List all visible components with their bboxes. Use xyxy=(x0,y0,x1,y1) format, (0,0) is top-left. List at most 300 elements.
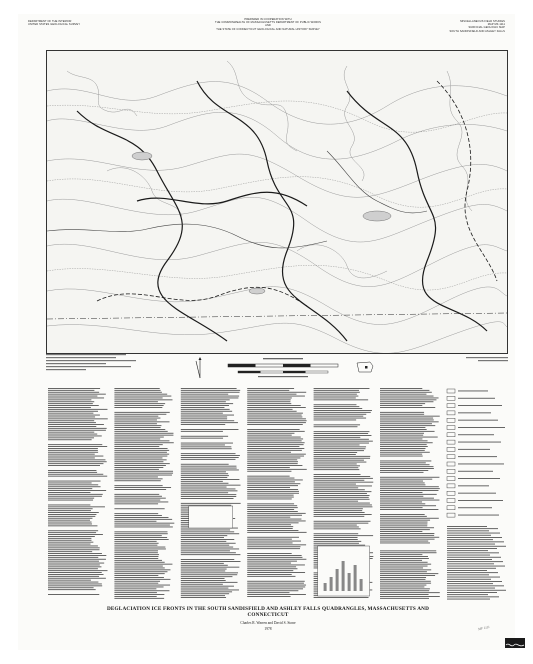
text-line xyxy=(48,456,103,457)
text-line xyxy=(48,399,91,400)
text-line xyxy=(247,592,289,593)
legend-text-line xyxy=(458,478,500,479)
text-line xyxy=(181,483,229,484)
text-line xyxy=(380,440,428,441)
text-line xyxy=(247,411,296,412)
profile-bar xyxy=(342,561,345,591)
text-line xyxy=(380,535,434,536)
legend-text-line xyxy=(458,471,493,472)
text-line xyxy=(114,550,158,551)
text-line xyxy=(380,396,434,397)
text-line xyxy=(48,417,95,418)
text-line xyxy=(247,503,294,504)
text-line xyxy=(380,533,434,534)
topographic-map xyxy=(46,50,508,354)
text-line xyxy=(314,480,365,481)
legend-swatch xyxy=(447,455,455,459)
map-authors: Charles R. Warren and David S. Stone xyxy=(240,621,296,625)
text-line xyxy=(48,525,97,526)
legend-text-line xyxy=(458,405,502,406)
text-line xyxy=(314,452,358,453)
text-line xyxy=(48,488,92,489)
text-line xyxy=(48,415,100,416)
text-line xyxy=(247,471,291,472)
text-line xyxy=(48,454,95,455)
text-line xyxy=(380,581,431,582)
text-line xyxy=(380,466,433,467)
text-line xyxy=(114,583,158,584)
text-line xyxy=(48,426,96,427)
text-line xyxy=(247,497,294,498)
text-line xyxy=(48,463,103,464)
text-line xyxy=(314,486,372,487)
text-line xyxy=(314,462,367,463)
text-line xyxy=(247,543,292,544)
text-line xyxy=(380,454,422,455)
text-line xyxy=(48,584,102,585)
text-line xyxy=(380,481,423,482)
text-line xyxy=(314,426,358,427)
text-line xyxy=(247,469,307,470)
text-line xyxy=(48,512,99,513)
text-line xyxy=(314,503,370,504)
text-line xyxy=(247,394,296,395)
text-line xyxy=(247,418,306,419)
cooperation-line: AND xyxy=(265,24,271,28)
text-line xyxy=(247,390,289,391)
explanation-line xyxy=(447,530,489,531)
text-line xyxy=(380,505,436,506)
legend-swatch xyxy=(447,447,455,451)
text-line xyxy=(48,561,99,562)
text-line xyxy=(247,458,300,459)
profile-bar xyxy=(330,577,333,591)
explanation-text xyxy=(446,524,508,604)
text-line xyxy=(48,424,104,425)
text-line xyxy=(114,471,173,472)
text-line xyxy=(314,543,359,544)
text-line xyxy=(314,495,370,496)
text-line xyxy=(247,588,303,589)
text-line xyxy=(314,394,357,395)
text-line xyxy=(114,475,172,476)
text-line xyxy=(247,483,300,484)
text-line xyxy=(48,470,96,471)
legend-entries xyxy=(446,386,508,521)
text-line xyxy=(247,450,302,451)
text-line xyxy=(380,414,424,415)
explanation-line xyxy=(447,539,493,540)
legend-text-line xyxy=(458,493,496,494)
text-line xyxy=(48,551,92,552)
text-line xyxy=(181,457,239,458)
text-line xyxy=(314,398,356,399)
legend-swatch xyxy=(447,469,455,473)
text-line xyxy=(114,487,171,488)
text-line xyxy=(114,596,156,597)
text-line xyxy=(380,562,428,563)
text-line xyxy=(48,472,97,473)
text-line xyxy=(314,514,372,515)
text-line xyxy=(380,558,429,559)
text-line xyxy=(48,439,92,440)
explanation-line xyxy=(447,583,493,584)
text-line xyxy=(48,542,93,543)
text-line xyxy=(380,484,425,485)
text-line xyxy=(247,563,291,564)
text-line xyxy=(380,439,422,440)
text-line xyxy=(181,552,236,553)
text-line xyxy=(380,494,437,495)
text-line xyxy=(181,591,232,592)
text-line xyxy=(380,500,439,501)
contour-interval-note xyxy=(458,356,508,363)
text-line xyxy=(247,448,304,449)
text-line xyxy=(247,585,306,586)
explanation-line xyxy=(447,559,492,560)
text-line xyxy=(48,396,97,397)
text-line xyxy=(247,528,293,529)
text-line xyxy=(114,392,161,393)
legend-text-line xyxy=(458,412,491,413)
text-line xyxy=(181,580,226,581)
text-line xyxy=(114,429,165,430)
text-line xyxy=(247,463,297,464)
text-line xyxy=(181,409,230,410)
legend-swatch xyxy=(447,506,455,510)
text-line xyxy=(181,549,239,550)
legend-swatch xyxy=(447,389,455,393)
text-line xyxy=(247,442,304,443)
text-line xyxy=(314,443,369,444)
text-line xyxy=(380,583,431,584)
text-line xyxy=(247,405,301,406)
text-line xyxy=(48,398,104,399)
text-line xyxy=(48,409,107,410)
text-line xyxy=(247,485,298,486)
text-line xyxy=(114,521,156,522)
text-line xyxy=(48,534,103,535)
map-title: DEGLACIATION ICE FRONTS IN THE SOUTH SANDISFIELD AND ASHLEY FALLS QUADRANGLES, MASSACHUSETTS AND CONNECTICUT xyxy=(106,606,430,618)
text-line xyxy=(314,484,356,485)
text-line xyxy=(247,566,296,567)
explanation-line xyxy=(447,550,488,551)
text-line xyxy=(380,514,425,515)
text-line xyxy=(314,491,372,492)
text-line xyxy=(48,518,92,519)
text-line xyxy=(380,479,432,480)
text-line xyxy=(380,575,435,576)
explanation-line xyxy=(447,596,499,597)
text-line xyxy=(48,570,108,571)
legend-text-line xyxy=(458,398,495,399)
text-line xyxy=(380,496,423,497)
text-line xyxy=(48,524,92,525)
text-line xyxy=(247,590,298,591)
explanation-line xyxy=(447,579,491,580)
text-line xyxy=(114,575,158,576)
text-line xyxy=(314,533,359,534)
text-line xyxy=(314,541,362,542)
text-line xyxy=(314,445,360,446)
legend-swatch xyxy=(447,477,455,481)
text-line xyxy=(114,525,170,526)
text-line xyxy=(380,503,425,504)
text-line xyxy=(114,403,165,404)
text-line xyxy=(380,427,425,428)
text-line xyxy=(48,576,99,577)
text-line xyxy=(314,414,367,415)
text-line xyxy=(181,503,241,504)
text-line xyxy=(314,465,360,466)
text-line xyxy=(114,573,164,574)
text-line xyxy=(181,490,238,491)
text-line xyxy=(314,505,372,506)
text-line xyxy=(247,544,306,545)
text-line xyxy=(48,578,106,579)
text-line xyxy=(48,510,91,511)
text-line xyxy=(114,461,163,462)
text-line xyxy=(247,505,297,506)
text-line xyxy=(181,576,233,577)
text-line xyxy=(247,513,305,514)
map-sheet xyxy=(18,14,515,650)
text-line xyxy=(48,530,98,531)
text-line xyxy=(48,536,95,537)
text-line xyxy=(48,540,91,541)
text-line xyxy=(114,566,162,567)
text-line xyxy=(247,446,299,447)
text-line xyxy=(114,513,158,514)
text-line xyxy=(48,494,103,495)
explanation-line xyxy=(447,581,502,582)
text-line xyxy=(314,458,370,459)
text-line xyxy=(48,452,98,453)
text-line xyxy=(181,464,229,465)
text-line xyxy=(247,422,306,423)
text-line xyxy=(48,405,99,406)
text-line xyxy=(247,437,301,438)
explanation-line xyxy=(447,572,498,573)
text-line xyxy=(380,590,429,591)
legend-swatch xyxy=(447,411,455,415)
text-line xyxy=(48,544,91,545)
legend-swatch xyxy=(447,513,455,517)
legend-swatch xyxy=(447,426,455,430)
text-line xyxy=(380,577,426,578)
text-line xyxy=(114,407,162,408)
text-line xyxy=(181,396,239,397)
text-line xyxy=(114,480,160,481)
map-legend xyxy=(446,386,508,521)
text-line xyxy=(247,489,298,490)
legend-swatch xyxy=(447,440,455,444)
text-line xyxy=(114,594,164,595)
text-line xyxy=(314,521,371,522)
text-line xyxy=(114,598,164,599)
text-line xyxy=(247,583,304,584)
text-line xyxy=(181,448,232,449)
text-line xyxy=(114,431,167,432)
text-line xyxy=(48,390,94,391)
text-line xyxy=(380,594,429,595)
text-line xyxy=(247,561,297,562)
explanation-line xyxy=(447,574,489,575)
text-line xyxy=(380,403,425,404)
text-line xyxy=(114,463,169,464)
explanation-line xyxy=(447,555,490,556)
text-line xyxy=(48,594,99,595)
text-line xyxy=(114,547,165,548)
text-line xyxy=(380,462,426,463)
text-line xyxy=(380,420,434,421)
cooperation-line: THE STATE OF CONNECTICUT GEOLOGICAL AND NATURAL HISTORY SURVEY xyxy=(216,27,320,31)
text-line xyxy=(380,407,435,408)
text-line xyxy=(247,559,306,560)
text-line xyxy=(247,565,305,566)
text-line xyxy=(114,545,157,546)
text-line xyxy=(181,471,226,472)
text-line xyxy=(314,478,373,479)
text-line xyxy=(314,396,359,397)
text-line xyxy=(314,392,360,393)
text-line xyxy=(48,589,96,590)
explanation-line xyxy=(447,590,506,591)
text-line xyxy=(380,568,423,569)
text-line xyxy=(380,527,434,528)
text-line xyxy=(247,487,290,488)
text-line xyxy=(380,556,428,557)
text-line xyxy=(48,484,98,485)
text-line xyxy=(114,420,157,421)
credit-text-lines xyxy=(46,354,156,374)
text-line xyxy=(181,413,223,414)
text-line xyxy=(114,459,166,460)
text-line xyxy=(314,420,357,421)
text-line xyxy=(380,394,426,395)
text-line xyxy=(380,543,430,544)
text-line xyxy=(314,525,357,526)
profile-bar xyxy=(348,573,351,591)
text-line xyxy=(48,506,105,507)
text-line xyxy=(114,496,162,497)
text-line xyxy=(247,396,305,397)
text-line xyxy=(114,456,167,457)
text-line xyxy=(380,566,428,567)
text-line xyxy=(114,414,166,415)
text-line xyxy=(247,420,306,421)
text-line xyxy=(247,478,294,479)
text-line xyxy=(48,418,108,419)
text-line xyxy=(114,440,169,441)
text-line xyxy=(114,562,164,563)
legend-text-line xyxy=(458,434,494,435)
text-line xyxy=(114,579,170,580)
text-line xyxy=(247,454,306,455)
text-line xyxy=(114,421,169,422)
text-line xyxy=(114,568,164,569)
text-line xyxy=(114,473,173,474)
text-line xyxy=(314,418,366,419)
text-line xyxy=(247,541,301,542)
text-line xyxy=(380,490,438,491)
text-line xyxy=(247,521,305,522)
text-line xyxy=(181,473,228,474)
text-line xyxy=(48,565,100,566)
text-line xyxy=(181,547,233,548)
text-line xyxy=(380,492,422,493)
explanation-line xyxy=(447,566,505,567)
explanation-line xyxy=(447,570,487,571)
text-line xyxy=(247,519,301,520)
text-line xyxy=(380,550,436,551)
text-line xyxy=(314,539,358,540)
text-line xyxy=(181,420,234,421)
index-map xyxy=(356,360,374,374)
text-line xyxy=(114,437,163,438)
text-line xyxy=(380,507,423,508)
text-line xyxy=(247,480,303,481)
text-line xyxy=(380,448,425,449)
text-line xyxy=(247,511,298,512)
text-line xyxy=(314,390,359,391)
text-line xyxy=(247,429,299,430)
text-line xyxy=(114,442,173,443)
text-line xyxy=(48,585,102,586)
text-line xyxy=(48,403,93,404)
text-line xyxy=(114,515,161,516)
text-line xyxy=(247,522,298,523)
text-line xyxy=(114,446,159,447)
text-line xyxy=(48,574,104,575)
text-line xyxy=(181,399,230,400)
text-line xyxy=(314,512,365,513)
text-line xyxy=(380,390,429,391)
text-line xyxy=(181,485,241,486)
text-line xyxy=(48,461,107,462)
cooperation-line: THE COMMONWEALTH OF MASSACHUSETTS DEPARTMENT OF PUBLIC WORKS xyxy=(215,21,321,25)
text-line xyxy=(114,485,162,486)
text-line xyxy=(181,541,226,542)
text-line xyxy=(181,403,233,404)
text-line xyxy=(247,524,291,525)
text-line xyxy=(48,413,93,414)
text-line xyxy=(181,565,228,566)
explanation-line xyxy=(447,535,491,536)
text-line xyxy=(314,499,370,500)
text-line xyxy=(247,413,303,414)
text-line xyxy=(314,467,359,468)
agency-header xyxy=(28,20,138,26)
text-line xyxy=(314,431,370,432)
text-line xyxy=(48,572,102,573)
text-line xyxy=(181,588,229,589)
text-line xyxy=(247,493,299,494)
text-line xyxy=(181,531,234,532)
text-line xyxy=(48,514,96,515)
legend-text-line xyxy=(458,515,499,516)
text-line xyxy=(48,483,92,484)
text-line xyxy=(48,486,101,487)
text-line xyxy=(380,560,422,561)
legend-swatch xyxy=(447,462,455,466)
text-line xyxy=(48,476,107,477)
text-line xyxy=(247,433,294,434)
text-line xyxy=(181,537,224,538)
text-line xyxy=(114,592,157,593)
text-line xyxy=(247,435,292,436)
text-line xyxy=(114,444,162,445)
